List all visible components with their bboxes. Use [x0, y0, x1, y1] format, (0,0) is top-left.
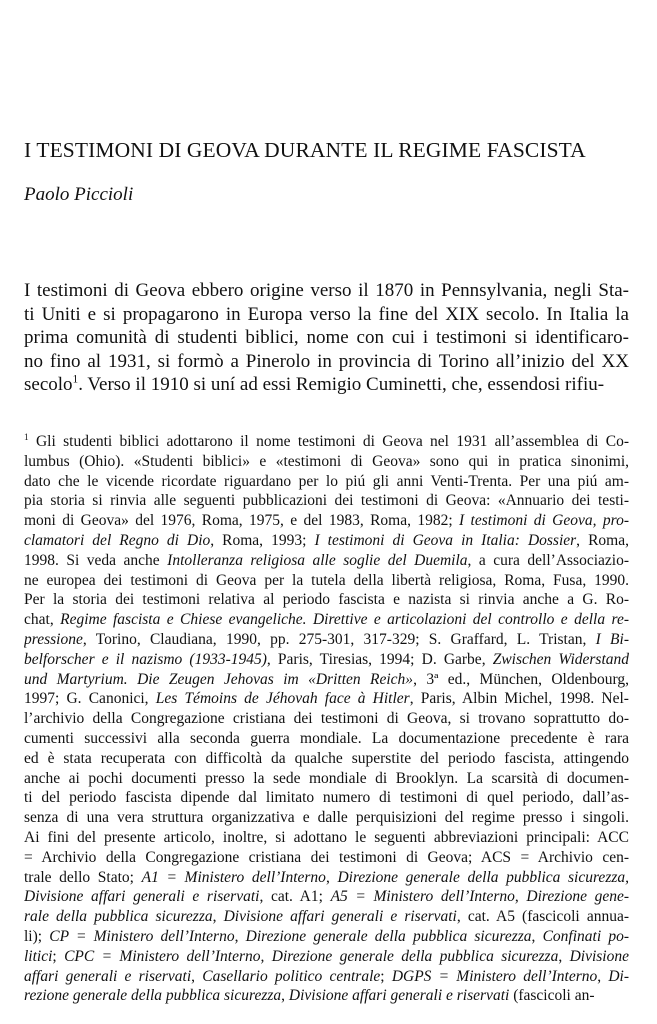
footnote-line	[24, 967, 629, 987]
footnote-line	[24, 452, 629, 472]
footnote-line	[24, 590, 629, 610]
footnote-line	[24, 511, 629, 531]
text-run: I testimoni di Geova ebbero origine verso il 1870 in Pennsylvania, negli Sta-	[24, 280, 629, 301]
text-run: CPC = Ministero dell’Interno, Direzione generale della pubblica sicurezza	[64, 947, 559, 965]
text-run: litici	[24, 947, 53, 965]
text-run: . Verso il 1910 si uní ad essi Remigio Cuminetti, che, essendosi rifiu-	[78, 374, 605, 396]
text-run: no fino al 1931, si formò a Pinerolo in provincia di Torino all’inizio del XX	[24, 350, 629, 372]
text-run: (fascicoli an-	[509, 987, 595, 1005]
footnote-line	[24, 848, 629, 868]
footnote-line	[24, 828, 629, 848]
footnote-line	[24, 788, 629, 808]
text-run: ,	[597, 967, 609, 985]
text-run: ti Uniti e si propagarono in Europa verso la fine del XIX secolo. In Italia la	[24, 303, 629, 325]
text-run: prima comunità di studenti biblici, nome con cui i testimoni si identificaro-	[24, 327, 629, 349]
text-run: ed è stata recuperata con difficoltà da qualche superstite del periodo fascista, attingendo	[24, 749, 629, 767]
text-run: I testimoni di Geova, pro-	[459, 512, 629, 530]
text-run: moni di Geova» del 1976, Roma, 1975, e del 1983, Roma, 1982;	[24, 512, 460, 530]
body-text	[24, 279, 629, 397]
footnote-marker: 1	[72, 374, 79, 387]
footnote-line	[24, 610, 629, 630]
text-run: DGPS = Ministero dell’Interno	[391, 967, 598, 985]
footnote-line	[24, 709, 629, 729]
text-run: Direzione generale della pubblica sicurezza	[245, 927, 532, 945]
text-run: Intolleranza religiosa alle soglie del Duemila	[167, 551, 468, 569]
text-run: Divisione affari generali e riservati	[288, 987, 510, 1005]
footnote-line	[24, 531, 629, 551]
text-run: ,	[234, 927, 246, 945]
text-run: Di-	[608, 967, 629, 985]
text-run: , cat. A1;	[259, 888, 331, 906]
footnote	[24, 432, 629, 1006]
footnote-line	[24, 769, 629, 789]
body-line	[24, 279, 629, 303]
text-run: I testimoni di Geova in Italia: Dossier	[314, 531, 577, 549]
text-run: li);	[24, 927, 50, 945]
text-run: chat,	[24, 611, 61, 629]
text-run: ne europea dei testimoni di Geova per la tutela della libertà religiosa, Roma, Fusa, 1990.	[24, 571, 629, 589]
text-run: Casellario politico centrale	[202, 967, 381, 985]
text-run: Confinati po-	[542, 927, 629, 945]
text-run: cumenti successivi alla seconda guerra mondiale. La documentazione precedente è rara	[24, 729, 629, 747]
text-run: rezione generale della pubblica sicurezza	[24, 987, 282, 1005]
footnote-line	[24, 927, 629, 947]
text-run: ;	[380, 967, 392, 985]
footnote-line	[24, 689, 629, 709]
text-run: Zwischen Widerstand	[492, 650, 629, 668]
text-run: ,	[281, 987, 289, 1005]
footnote-line	[24, 729, 629, 749]
text-run: ,	[191, 967, 203, 985]
text-run: anche ai pochi documenti presso la sede mondiale di Brooklyn. La scarsità di documen-	[24, 769, 629, 787]
text-run: ,	[531, 927, 543, 945]
text-run: Direzione gene-	[526, 888, 629, 906]
footnote-line	[24, 670, 629, 690]
text-run: dato che le vicende ricordate riguardano per lo piú gli anni Venti-Trenta. Per una piú am-	[24, 472, 629, 490]
text-run: secolo	[24, 374, 73, 396]
text-run: Divisione	[569, 947, 629, 965]
text-run: l’archivio della Congregazione cristiana dei testimoni di Geova, si trovano soprattutto do-	[24, 710, 629, 728]
text-run: ti del periodo fascista dipende dal limitato numero di testimoni di quel periodo, dall’as-	[24, 789, 629, 807]
text-run: Divisione affari generali e riservati	[24, 888, 260, 906]
text-run: 1997; G. Canonici,	[24, 690, 156, 708]
text-run: ,	[325, 868, 338, 886]
text-run: Ai fini del presente articolo, inoltre, si adottano le seguenti abbreviazioni principali: ACC	[24, 828, 629, 846]
text-run: , Paris, Tiresias, 1994; D. Garbe,	[266, 650, 493, 668]
footnote-line	[24, 551, 629, 571]
text-run: pressione	[24, 630, 83, 648]
text-run: Regime fascista e Chiese evangeliche. Direttive e articolazioni del controllo e della re-	[60, 611, 629, 629]
text-run: affari generali e riservati	[24, 967, 192, 985]
footnote-marker: 1	[24, 432, 29, 443]
article-author: Paolo Piccioli	[24, 184, 134, 205]
text-run: A1 = Ministero dell’Interno	[141, 868, 326, 886]
text-run: , a cura dell’Associazio-	[467, 551, 629, 569]
text-run: clamatori del Regno di Dio	[24, 531, 211, 549]
article-title: I TESTIMONI DI GEOVA DURANTE IL REGIME FASCISTA	[24, 138, 586, 162]
footnote-line	[24, 650, 629, 670]
text-run: Les Témoins de Jéhovah face à Hitler	[155, 690, 410, 708]
text-run: , Paris, Albin Michel, 1998. Nel-	[409, 690, 629, 708]
body-line	[24, 303, 629, 327]
text-run: Divisione affari generali e riservati	[223, 908, 457, 926]
text-run: = Archivio della Congregazione cristiana dei testimoni di Geova; ACS = Archivio cen-	[24, 848, 629, 866]
footnote-line	[24, 907, 629, 927]
footnote-line	[24, 432, 629, 452]
text-run: , Roma,	[576, 531, 629, 549]
text-run: , Torino, Claudiana, 1990, pp. 275-301, 317-329; S. Graffard, L. Tristan,	[82, 630, 596, 648]
text-run: A5 = Ministero dell’Interno	[330, 888, 515, 906]
text-run: ,	[558, 947, 570, 965]
footnote-line	[24, 868, 629, 888]
text-run: trale dello Stato;	[24, 868, 142, 886]
footnote-line	[24, 571, 629, 591]
text-run: ,	[514, 888, 527, 906]
footnote-line	[24, 472, 629, 492]
footnote-line	[24, 986, 629, 1006]
text-run: ,	[212, 908, 224, 926]
body-line	[24, 350, 629, 374]
body-line	[24, 326, 629, 350]
text-run: Direzione generale della pubblica sicurezza,	[337, 868, 629, 886]
footnote-line	[24, 947, 629, 967]
text-run: , Roma, 1993;	[210, 531, 315, 549]
text-run: , cat. A5 (fascicoli annua-	[456, 908, 629, 926]
footnote-line	[24, 887, 629, 907]
text-run: 1998. Si veda anche	[24, 551, 168, 569]
text-run: Gli studenti biblici adottarono il nome testimoni di Geova nel 1931 all’assemblea di Co-	[28, 433, 629, 450]
text-run: und Martyrium. Die Zeugen Jehovas im «Dritten Reich»	[24, 670, 414, 688]
text-run: ;	[52, 947, 65, 965]
text-run: senza di una vera struttura organizzativa e dalle perquisizioni del regime presso i singoli.	[24, 809, 629, 827]
text-run: CP = Ministero dell’Interno	[49, 927, 235, 945]
text-run: rale della pubblica sicurezza	[24, 908, 213, 926]
text-run: belforscher e il nazismo (1933-1945)	[24, 650, 267, 668]
text-run: , 3ª ed., München, Oldenbourg,	[413, 670, 629, 688]
text-run: pia storia si rinvia alle seguenti pubblicazioni dei testimoni di Geova: «Annuario dei testi-	[24, 492, 629, 510]
text-run: Per la storia dei testimoni relativa al periodo fascista e nazista si rinvia anche a G. Ro-	[24, 591, 629, 609]
text-run: lumbus (Ohio). «Studenti biblici» e «testimoni di Geova» sono qui in pratica sinonimi,	[24, 452, 629, 470]
text-run: I Bi-	[595, 630, 629, 648]
footnote-line	[24, 630, 629, 650]
body-line	[24, 373, 629, 397]
footnote-line	[24, 808, 629, 828]
footnote-line	[24, 749, 629, 769]
footnote-line	[24, 491, 629, 511]
